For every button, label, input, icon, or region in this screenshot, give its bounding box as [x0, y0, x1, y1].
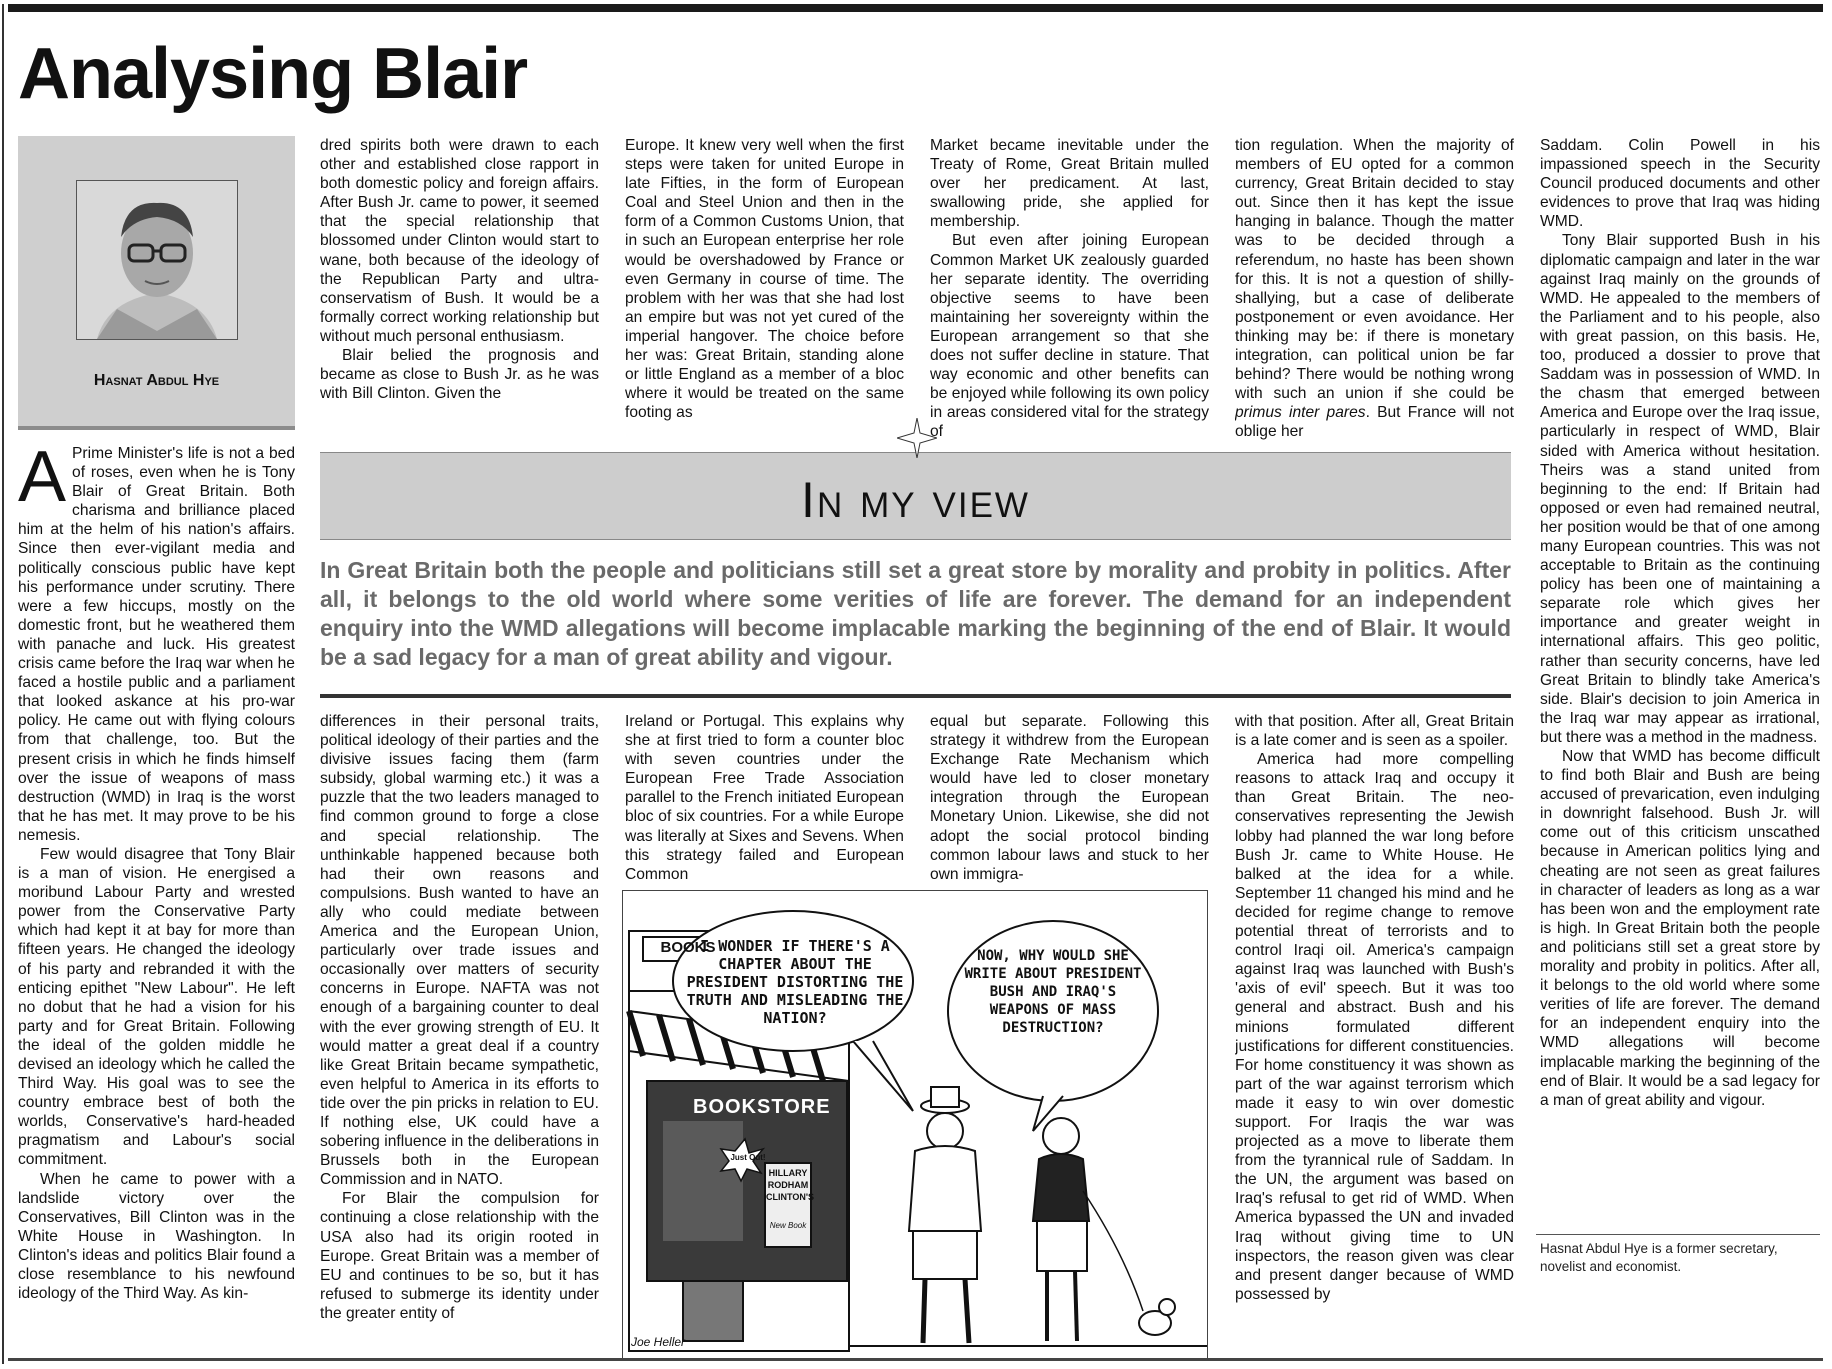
section-banner — [320, 452, 1511, 540]
paragraph: dred spirits both were drawn to each other and established close rapport in both domestic policy and foreign affairs. After Bush Jr. came to power, it seemed that the special relationship that blossomed under Clinton would start to wane, both because of the ideology of the Republican Party and ultra-conservatism of Bush. It would be a formally correct working relationship but without much personal enthusiasm. — [320, 137, 599, 345]
paragraph: Saddam. Colin Powell in his impassioned speech in the Security Council produced documents and other evidences to prove that Iraq was hiding WMD. — [1540, 137, 1820, 231]
paragraph: Few would disagree that Tony Blair is a man of vision. He energised a moribund Labour Party and wrested power from the Conservative Party which had kept it at bay for more than fifteen years. He changed the ideology of his party and rebranded it with the enticing epithet "New Labour". He left no dobut that he had a vision for his party and for Great Britain. Following the ideal of the golden middle he devised an ideology which he called the Third Way. His goal was to see the country embrace best of both the worlds, Conservative's hard-headed pragmatism and Labour's social commitment. — [18, 845, 295, 1169]
paragraph: differences in their personal traits, political ideology of their parties and the divisive issues facing them (farm subsidy, global warming etc.) it was a puzzle that the two leaders managed to find common ground to forge a close and special relationship. The unthinkable happened because both had their own reasons and compulsions. Bush wanted to have an ally who could mediate between America and the European Union, particularly over trade issues and occasionally over matters of security concerns in Europe. NAFTA was not enough of a bargaining counter to deal with the ever growing strength of EU. It would matter a great deal if a country like Great Britain became sympathetic, even helpful to America in its efforts to tide over the pin pricks in relation to EU. If nothing else, UK could have a sobering influence in the deliberations in Brussels both in the European Commission and in NATO. — [320, 713, 599, 1189]
lead-paragraph: A Prime Minister's life is not a bed of roses, even when he is Tony Blair of Great Britain. Both charisma and brilliance placed him at the helm of his nation's affairs. Since then ever-vigilant media and politically conscious public have kept his performance under scrutiny. There were a few hiccups, mostly on the domestic front, but he weathered them with panache and luck. His greatest crisis came before the Iraq war when he faced a hostile public and a parliament that looked askance at his pro-war policy. He came out with flying colours from that challenge, too. But the present crisis in which he finds himself over the issue of weapons of mass destruction (WMD) in Iraq is the worst that he has met. It may prove to be his nemesis. — [18, 444, 295, 844]
pull-quote-rule — [320, 694, 1511, 698]
article-column-4-top — [930, 136, 1209, 441]
section-title: In my view — [801, 472, 1030, 528]
article-column-4-bottom — [930, 712, 1209, 884]
left-border-rule — [2, 4, 4, 1364]
paragraph: But even after joining European Common Market UK zealously guarded her separate identity. The overriding objective seems to have been maintaining her sovereignty within the European arrangement so that she does not suffer decline in stature. That way economic and other benefits can be enjoyed while following its own policy in areas considered vital for the strategy of — [930, 232, 1209, 441]
article-column-2-bottom — [320, 712, 599, 1358]
article-column-5-top — [1235, 136, 1514, 441]
article-column-1 — [18, 444, 295, 1356]
store-sign: BOOKSTORE — [693, 1096, 831, 1118]
paragraph: Europe. It knew very well when the first steps were taken for united Europe in late Fifties, in the form of European Coal and Steel Union and then in the form of a Common Customs Union, that in such an European enterprise her role would be overshadowed by France or even Germany in course of time. The problem with her was that she had lost an empire but was not yet cured of the imperial hangover. The choice before her was: Great Britain, standing alone or little England as a member of a bloc where it would be treated on the same footing as — [625, 137, 904, 422]
book-title: HILLARY RODHAM CLINTON'S — [766, 1168, 814, 1202]
paragraph: When he came to power with a landslide victory over the Conservatives, Bill Clinton was in the White House in Washington. In Clinton's ideas and politics Blair found a close resemblance to his newfound ideology of the Third Way. As kin- — [18, 1170, 295, 1303]
drop-cap: A — [18, 444, 67, 517]
paragraph: tion regulation. When the majority of members of EU opted for a common currency, Great Britain decided to stay out. Since then it has kept the issue hanging in balance. Though the matter was to be decided through a referendum, no haste has been shown for this. It is not a question of shilly-shallying, but a case of deliberate postponement or even avoidance. Her thinking may be: if there is monetary integration, can political union be far behind? There would be nothing wrong with such an union if she could be primus inter pares. But France will not oblige her — [1235, 137, 1514, 441]
author-box — [18, 136, 295, 430]
article-column-5-bottom — [1235, 712, 1514, 1358]
pull-quote: In Great Britain both the people and politicians still set a great store by morality and probity in politics. After all, it belongs to the old world where some verities of life are forever. The demand for an independent enquiry into the WMD allegations will become implacable marking the beginning of the end of Blair. It would be a sad legacy for a man of great ability and vigour. — [320, 557, 1511, 670]
speech-bubble-1: I WONDER IF THERE'S A CHAPTER ABOUT THE PRESIDENT DISTORTING THE TRUTH AND MISLEADING THE NATION? — [686, 937, 904, 1027]
article-column-6 — [1540, 136, 1820, 1231]
article-column-3-bottom — [625, 712, 904, 884]
paragraph: Market became inevitable under the Treaty of Rome, Great Britain mulled over her predicament. At last, swallowing pride, she applied for membership. — [930, 137, 1209, 231]
starburst-icon — [897, 418, 937, 458]
paragraph: Ireland or Portugal. This explains why she at first tried to form a counter bloc with seven countries under the European Free Trade Association parallel to the French initiated European bloc of six countries. For a while Europe was literally at Sixes and Sevens. When this strategy failed and European Common — [625, 713, 904, 883]
starburst-label: Just Out! — [730, 1153, 766, 1162]
headline: Analysing Blair — [18, 34, 528, 114]
cartoonist-signature: Joe Heller — [631, 1335, 686, 1349]
paragraph: equal but separate. Following this strategy it withdrew from the European Exchange Rate Mechanism which would have led to closer monetary integration through the European Monetary Union. Likewise, she did not adopt the social protocol binding common labour laws and stuck to her own immigra- — [930, 713, 1209, 883]
speech-bubble-2: NOW, WHY WOULD SHE WRITE ABOUT PRESIDENT BUSH AND IRAQ'S WEAPONS OF MASS DESTRUCTION? — [964, 948, 1142, 1036]
awning-sign: BOOKS — [660, 939, 716, 956]
paragraph: For Blair the compulsion for continuing a close relationship with the USA also had its origin rooted in Europe. Great Britain was a member of EU and continues to be so, but it has refused to submerge its identity under the greater entity of — [320, 1190, 599, 1322]
author-bio: Hasnat Abdul Hye is a former secretary, novelist and economist. — [1540, 1241, 1778, 1274]
top-border-bar — [8, 4, 1823, 12]
author-photo — [76, 180, 238, 340]
paragraph: Blair belied the prognosis and became as close to Bush Jr. as he was with Bill Clinton. Given the — [320, 347, 599, 403]
article-column-2-top — [320, 136, 599, 441]
paragraph: Now that WMD has become difficult to find both Blair and Bush are being accused of prevarication, even indulging in downright falsehood. Bush Jr. will come out of this criticism unscathed because in American politics lying and cheating are not seen as great failures in character of leaders as long as a war has been won and the employment rate is high. In Great Britain both the people and politicians still set a great store by morality and probity in politics. After all, it belongs to the old world where some verities of life are forever. The demand for an independent enquiry into the WMD allegations will become implacable marking the beginning of the end of Blair. It would be a sad legacy for a man of great ability and vigour. — [1540, 748, 1820, 1109]
bio-rule — [1536, 1234, 1820, 1235]
paragraph: with that position. After all, Great Britain is a late comer and is seen as a spoiler. — [1235, 713, 1514, 750]
bottom-border-rule — [8, 1358, 1823, 1361]
editorial-cartoon — [622, 890, 1208, 1360]
author-name: Hasnat Abdul Hye — [93, 372, 220, 389]
book-subtitle: New Book — [769, 1221, 807, 1230]
paragraph: America had more compelling reasons to attack Iraq and occupy it than Great Britain. The neo-conservatives representing the Jewish lobby had planned the war long before Bush Jr. came to White House. He balked at the idea for a while. September 11 changed his mind and he decided for regime change to remove potential threat of terrorists and to control Iraqi oil. America's campaign against Iraq was launched with Bush's 'axis of evil' speech. But it was too general and abstract. Bush and his minions formulated different justifications for different constituencies. For home constituency it was shown as part of the war against terrorism which made it easy to win over domestic support. For Iraqis the war was projected as a move to liberate them from the tyrannical rule of Saddam. In the UN, the argument was based on Iraq's refusal to get rid of WMD. When America bypassed the UN and invaded Iraq without giving time to UN inspectors, the reason given was clear and present danger because of WMD possessed by — [1235, 751, 1514, 1303]
paragraph: Tony Blair supported Bush in his diplomatic campaign and later in the war against Iraq mainly on the grounds of WMD. He appealed to the members of the Parliament and to his people, also with great passion, on this basis. He, too, produced a dossier to prove that Saddam was in possession of WMD. In the chasm that emerged between America and Europe over the Iraq issue, particularly in respect of WMD, Blair sided with America without hesitation. Theirs was a stand united from beginning to the end: If Britain had opposed or even had remained neutral, her position would be that of one among many European countries. This was not acceptable to Britain as the continuing policy has been one of maintaining a separate role which gives her importance and greater weight in international affairs. This geo politic, rather than security concerns, have led Great Britain to blindly take America's side. Blair's decision to join America in the Iraq war may appear as irrational, but there was a method in the madness. — [1540, 232, 1820, 746]
article-column-3-top — [625, 136, 904, 441]
